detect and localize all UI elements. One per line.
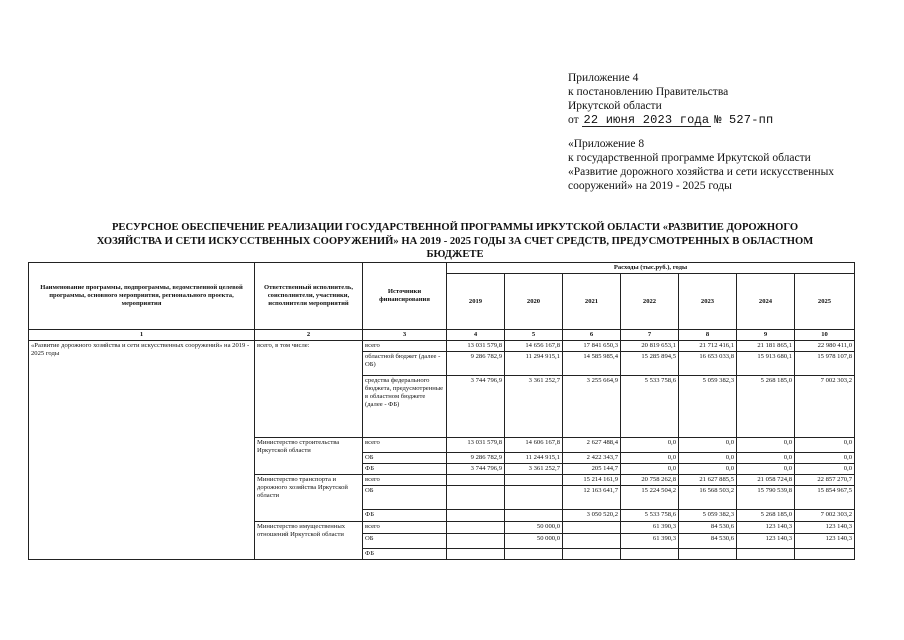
- value-cell: 0,0: [679, 453, 737, 464]
- title-line3: БЮДЖЕТЕ: [426, 249, 484, 260]
- value-cell: 123 140,3: [737, 522, 795, 534]
- value-cell: 2 422 343,7: [563, 453, 621, 464]
- resource-table-wrap: [28, 262, 855, 560]
- source-cell: средства федерального бюджета, предусмотренные в областном бюджете (далее - ФБ): [363, 376, 447, 438]
- value-cell: 3 744 796,9: [447, 464, 505, 475]
- resolution-date-line: [568, 113, 868, 127]
- executor-cell: Министерство имущественных отношений Иркутской области: [255, 522, 363, 560]
- header-year-2025: 2025: [795, 274, 855, 330]
- value-cell: [563, 549, 621, 560]
- header-name: Наименование программы, подпрограммы, ведомственной целевой программы, основного мероприятия, регионального проекта, мероприятия: [29, 263, 255, 330]
- header-expenses: Расходы (тыс.руб.), годы: [447, 263, 855, 274]
- value-cell: 15 285 894,5: [621, 352, 679, 376]
- value-cell: 0,0: [621, 453, 679, 464]
- source-cell: ФБ: [363, 464, 447, 475]
- value-cell: [679, 549, 737, 560]
- header-executor: Ответственный исполнитель, соисполнители, участники, исполнители мероприятий: [255, 263, 363, 330]
- value-cell: 15 790 539,8: [737, 486, 795, 510]
- value-cell: 15 978 107,8: [795, 352, 855, 376]
- value-cell: 15 214 161,9: [563, 475, 621, 486]
- to-resolution: к постановлению Правительства: [568, 86, 729, 98]
- value-cell: 5 059 382,3: [679, 376, 737, 438]
- value-cell: [563, 534, 621, 549]
- source-cell: ФБ: [363, 510, 447, 522]
- executor-cell: Министерство транспорта и дорожного хозяйства Иркутской области: [255, 475, 363, 522]
- source-cell: всего: [363, 341, 447, 352]
- document-title: [60, 221, 850, 262]
- column-number: 2: [255, 330, 363, 341]
- value-cell: 13 031 579,8: [447, 438, 505, 453]
- value-cell: 21 712 416,1: [679, 341, 737, 352]
- column-number: 6: [563, 330, 621, 341]
- column-number: 7: [621, 330, 679, 341]
- value-cell: [447, 522, 505, 534]
- value-cell: 3 744 796,9: [447, 376, 505, 438]
- value-cell: 22 980 411,0: [795, 341, 855, 352]
- value-cell: 15 913 680,1: [737, 352, 795, 376]
- value-cell: 0,0: [795, 464, 855, 475]
- value-cell: 11 294 915,1: [505, 352, 563, 376]
- value-cell: [505, 549, 563, 560]
- value-cell: 123 140,3: [795, 534, 855, 549]
- value-cell: [505, 475, 563, 486]
- header-year-2024: 2024: [737, 274, 795, 330]
- value-cell: 14 585 985,4: [563, 352, 621, 376]
- column-number: 3: [363, 330, 447, 341]
- value-cell: [795, 549, 855, 560]
- value-cell: 16 653 033,8: [679, 352, 737, 376]
- column-number: 1: [29, 330, 255, 341]
- program-ref-line1: к государственной программе Иркутской области: [568, 152, 811, 164]
- value-cell: 84 530,6: [679, 522, 737, 534]
- value-cell: 0,0: [621, 438, 679, 453]
- value-cell: 12 163 641,7: [563, 486, 621, 510]
- value-cell: 5 268 185,0: [737, 510, 795, 522]
- value-cell: 0,0: [679, 438, 737, 453]
- value-cell: 14 606 167,8: [505, 438, 563, 453]
- value-cell: 3 255 664,9: [563, 376, 621, 438]
- value-cell: [505, 486, 563, 510]
- source-cell: ОБ: [363, 486, 447, 510]
- header-year-2023: 2023: [679, 274, 737, 330]
- value-cell: 22 857 270,7: [795, 475, 855, 486]
- value-cell: 2 627 488,4: [563, 438, 621, 453]
- value-cell: 17 841 650,3: [563, 341, 621, 352]
- column-number: 10: [795, 330, 855, 341]
- value-cell: 0,0: [737, 464, 795, 475]
- value-cell: 61 390,3: [621, 534, 679, 549]
- value-cell: 0,0: [795, 438, 855, 453]
- value-cell: 5 533 758,6: [621, 376, 679, 438]
- header-year-2021: 2021: [563, 274, 621, 330]
- value-cell: [447, 486, 505, 510]
- value-cell: 205 144,7: [563, 464, 621, 475]
- value-cell: 21 181 865,1: [737, 341, 795, 352]
- region-name: Иркутской области: [568, 100, 662, 112]
- value-cell: 5 268 185,0: [737, 376, 795, 438]
- title-line2: ХОЗЯЙСТВА И СЕТИ ИСКУССТВЕННЫХ СООРУЖЕНИЙ» НА 2019 - 2025 ГОДЫ ЗА СЧЕТ СРЕДСТВ, ПРЕДУСМОТРЕННЫХ В ОБЛАСТНОМ: [96, 235, 814, 247]
- value-cell: 3 050 520,2: [563, 510, 621, 522]
- value-cell: [621, 549, 679, 560]
- source-cell: ОБ: [363, 453, 447, 464]
- value-cell: 0,0: [679, 464, 737, 475]
- value-cell: 15 854 967,5: [795, 486, 855, 510]
- value-cell: [737, 549, 795, 560]
- value-cell: 0,0: [737, 453, 795, 464]
- value-cell: [447, 549, 505, 560]
- value-cell: [447, 475, 505, 486]
- value-cell: 7 002 303,2: [795, 510, 855, 522]
- column-number: 5: [505, 330, 563, 341]
- header-year-2020: 2020: [505, 274, 563, 330]
- value-cell: 0,0: [737, 438, 795, 453]
- source-cell: областной бюджет (далее - ОБ): [363, 352, 447, 376]
- value-cell: 20 758 262,8: [621, 475, 679, 486]
- header-source: Источники финансирования: [363, 263, 447, 330]
- value-cell: 50 000,0: [505, 534, 563, 549]
- table-row: [29, 341, 855, 352]
- value-cell: 84 530,6: [679, 534, 737, 549]
- value-cell: 9 286 782,9: [447, 453, 505, 464]
- appendix-number: Приложение 4: [568, 72, 639, 84]
- value-cell: 3 361 252,7: [505, 376, 563, 438]
- handwritten-date: 22 июня 2023 года: [583, 113, 710, 127]
- value-cell: 123 140,3: [795, 522, 855, 534]
- handwritten-number: № 527-пп: [714, 113, 774, 127]
- source-cell: всего: [363, 475, 447, 486]
- value-cell: 123 140,3: [737, 534, 795, 549]
- value-cell: 13 031 579,8: [447, 341, 505, 352]
- value-cell: [447, 510, 505, 522]
- source-cell: всего: [363, 438, 447, 453]
- value-cell: 7 002 303,2: [795, 376, 855, 438]
- value-cell: 15 224 504,2: [621, 486, 679, 510]
- value-cell: 14 656 167,8: [505, 341, 563, 352]
- program-ref-line2: «Развитие дорожного хозяйства и сети искусственных: [568, 166, 835, 178]
- appendix-header: [568, 71, 868, 193]
- value-cell: 61 390,3: [621, 522, 679, 534]
- value-cell: [563, 522, 621, 534]
- executor-cell: всего, в том числе:: [255, 341, 363, 438]
- column-number: 8: [679, 330, 737, 341]
- value-cell: 16 568 503,2: [679, 486, 737, 510]
- executor-cell: Министерство строительства Иркутской области: [255, 438, 363, 475]
- date-prefix: от: [568, 114, 579, 126]
- value-cell: [447, 534, 505, 549]
- source-cell: ФБ: [363, 549, 447, 560]
- value-cell: 50 000,0: [505, 522, 563, 534]
- value-cell: 11 244 915,1: [505, 453, 563, 464]
- value-cell: 21 058 724,8: [737, 475, 795, 486]
- column-number: 9: [737, 330, 795, 341]
- title-line1: РЕСУРСНОЕ ОБЕСПЕЧЕНИЕ РЕАЛИЗАЦИИ ГОСУДАРСТВЕННОЙ ПРОГРАММЫ ИРКУТСКОЙ ОБЛАСТИ «РАЗВИТИЕ ДОРОЖНОГО: [111, 222, 799, 233]
- source-cell: ОБ: [363, 534, 447, 549]
- appendix8-label: «Приложение 8: [568, 138, 645, 150]
- resource-table: [28, 262, 855, 560]
- column-number: 4: [447, 330, 505, 341]
- value-cell: 3 361 252,7: [505, 464, 563, 475]
- header-year-2022: 2022: [621, 274, 679, 330]
- value-cell: 0,0: [795, 453, 855, 464]
- program-name-cell: «Развитие дорожного хозяйства и сети искусственных сооружений» на 2019 - 2025 годы: [29, 341, 255, 560]
- value-cell: 20 819 653,1: [621, 341, 679, 352]
- program-ref-line3: сооружений» на 2019 - 2025 годы: [568, 180, 732, 192]
- value-cell: 9 286 782,9: [447, 352, 505, 376]
- value-cell: 5 533 758,6: [621, 510, 679, 522]
- value-cell: 21 627 885,5: [679, 475, 737, 486]
- value-cell: 0,0: [621, 464, 679, 475]
- source-cell: всего: [363, 522, 447, 534]
- header-year-2019: 2019: [447, 274, 505, 330]
- value-cell: [505, 510, 563, 522]
- value-cell: 5 059 382,3: [679, 510, 737, 522]
